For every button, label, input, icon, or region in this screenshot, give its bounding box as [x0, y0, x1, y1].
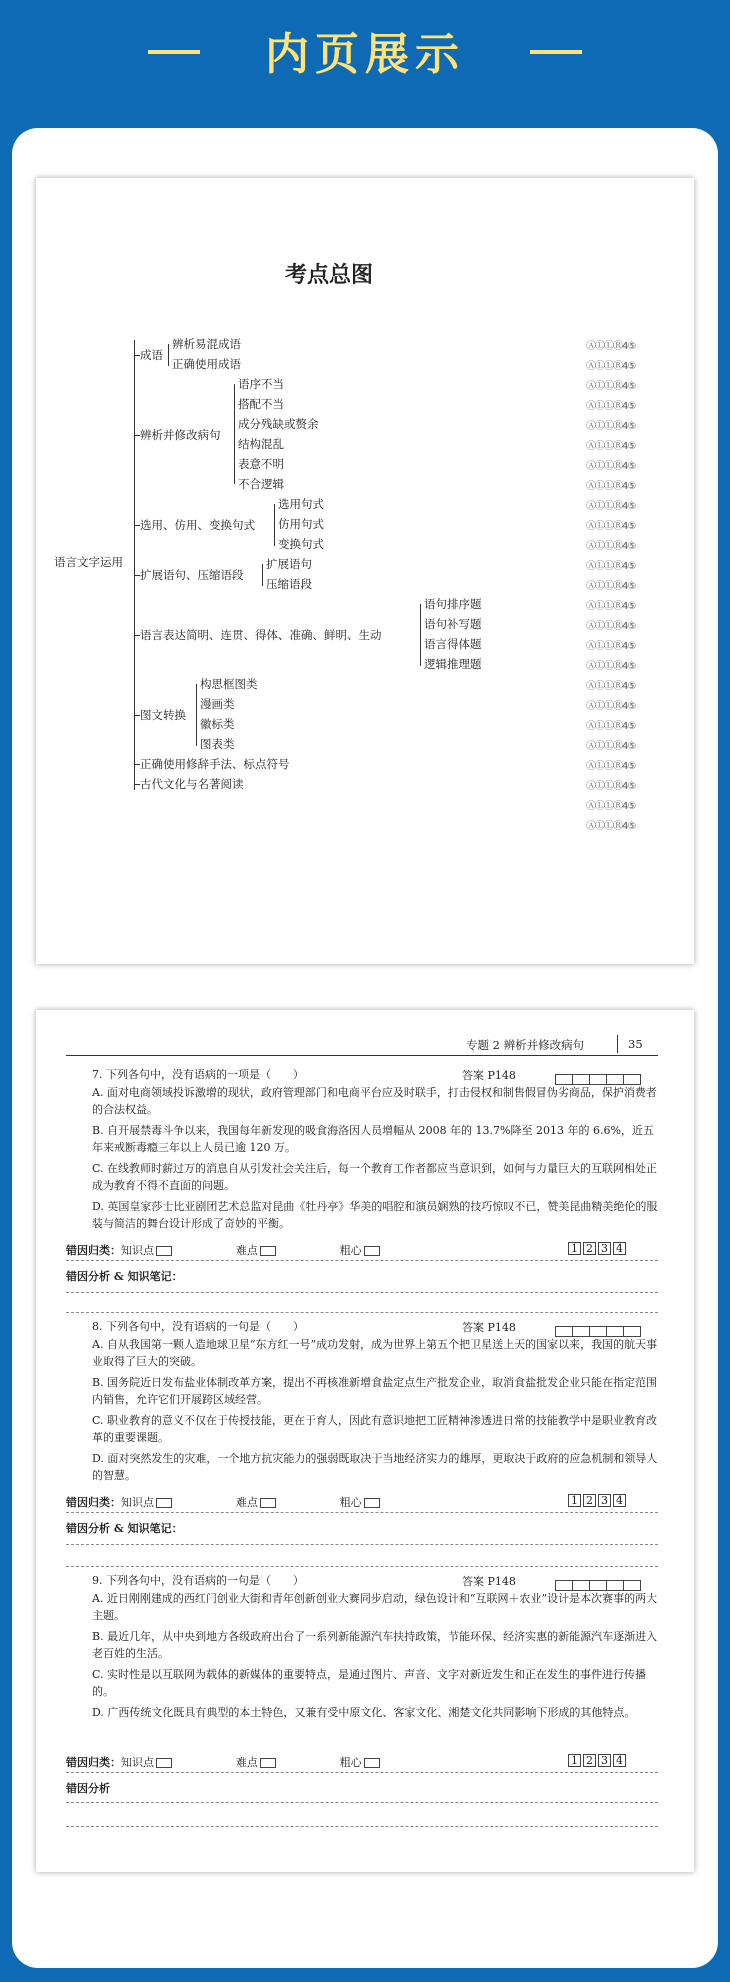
node-sentence-3: 成分残缺或赘余	[238, 417, 319, 431]
node-expression-3: 语言得体题	[424, 637, 482, 651]
mastery-circles-row[interactable]: ⒶⓁⓁⓇ4⑤	[586, 421, 636, 432]
branch-idioms: 成语	[140, 348, 163, 362]
q7-analysis-note: 错因分析 & 知识笔记：	[66, 1270, 183, 1283]
node-sentence-1: 语序不当	[238, 377, 284, 391]
branch-sentence-patterns: 选用、仿用、变换句式	[140, 518, 255, 532]
page-header: 专题 2 辨析并修改病句	[466, 1038, 585, 1052]
mastery-circles-row[interactable]: ⒶⓁⓁⓇ4⑤	[586, 541, 636, 552]
q9-answer: 答案 P148	[462, 1575, 516, 1588]
q9-careless-box[interactable]	[364, 1758, 380, 1768]
q8-option-b: B. 国务院近日发布盐业体制改革方案，提出不再核准新增食盐定点生产批发企业，取消食盐批发企业只能在指定范围内销售，允许它们开展跨区域经营。	[92, 1376, 658, 1406]
q7-option-d: D. 英国皇家莎士比亚剧团艺术总监对昆曲《牡丹亭》华美的唱腔和演员娴熟的技巧惊叹不已，赞美昆曲精美绝伦的服装与简洁的舞台设计形成了奇妙的平衡。	[92, 1200, 658, 1230]
page-number: 35	[628, 1037, 643, 1051]
q7-answer: 答案 P148	[462, 1069, 516, 1082]
node-idiom-2: 正确使用成语	[172, 357, 241, 371]
node-sentence-5: 表意不明	[238, 457, 284, 471]
mastery-circles-row[interactable]: ⒶⓁⓁⓇ4⑤	[586, 441, 636, 452]
q8-option-a: A. 自从我国第一颗人造地球卫星“东方红一号”成功发射，成为世界上第五个把卫星送上天的国家以来，我国的航天事业取得了巨大的突破。	[92, 1338, 658, 1368]
q7-option-a: A. 面对电商领域投诉激增的现状，政府管理部门和电商平台应及时联手，打击侵权和制售假冒伪劣商品，保护消费者的合法权益。	[92, 1086, 657, 1116]
mindmap-title: 考点总图	[284, 262, 373, 288]
node-compress: 压缩语段	[266, 577, 312, 591]
mastery-circles-row[interactable]: ⒶⓁⓁⓇ4⑤	[586, 641, 636, 652]
q9-option-a: A. 近日刚刚建成的西红门创业大街和青年创新创业大赛同步启动，绿色设计和“互联网＋农业”设计是本次赛事的两大主题。	[92, 1592, 658, 1622]
node-expression-2: 语句补写题	[424, 617, 482, 631]
q7-careless-box[interactable]	[364, 1246, 380, 1256]
q8-stem: 8. 下列各句中，没有语病的一句是（ ）	[92, 1320, 304, 1333]
q7-stem: 7. 下列各句中，没有语病的一项是（ ）	[92, 1068, 304, 1081]
branch-culture: 古代文化与名著阅读	[140, 777, 244, 791]
q8-analysis-note: 错因分析 & 知识笔记：	[66, 1522, 183, 1535]
q7-error-type: 错因归类：知识点 难点 粗心	[66, 1242, 380, 1258]
node-graphic-1: 构思框图类	[200, 677, 258, 691]
mastery-circles-row[interactable]: ⒶⓁⓁⓇ4⑤	[586, 341, 636, 352]
mindmap-root: 语言文字运用	[54, 555, 123, 569]
q7-option-b: B. 自开展禁毒斗争以来，我国每年新发现的吸食海洛因人员增幅从 2008 年的 13.7%降至 2013 年的 6.6%，近五年来戒断毒瘾三年以上人员已逾 120 万。	[92, 1124, 654, 1154]
node-sentence-6: 不合逻辑	[238, 477, 284, 491]
node-expression-4: 逻辑推理题	[424, 657, 482, 671]
q8-careless-box[interactable]	[364, 1498, 380, 1508]
q9-count-boxes[interactable]: 1 2 3 4	[566, 1754, 626, 1767]
mastery-circles-row[interactable]: ⒶⓁⓁⓇ4⑤	[586, 701, 636, 712]
mastery-circles-row[interactable]: ⒶⓁⓁⓇ4⑤	[586, 601, 636, 612]
mastery-circles-row[interactable]: ⒶⓁⓁⓇ4⑤	[586, 461, 636, 472]
mastery-circles-row[interactable]: ⒶⓁⓁⓇ4⑤	[586, 801, 636, 812]
mastery-circles-row[interactable]: ⒶⓁⓁⓇ4⑤	[586, 361, 636, 372]
node-expand: 扩展语句	[266, 557, 312, 571]
node-idiom-1: 辨析易混成语	[172, 337, 241, 351]
q7-count-boxes[interactable]: 1 2 3 4	[566, 1242, 626, 1255]
q9-analysis: 错因分析	[66, 1782, 110, 1795]
q9-option-c: C. 实时性是以互联网为载体的新媒体的重要特点，是通过图片、声音、文字对新近发生和正在发生的事件进行传播的。	[92, 1668, 647, 1698]
mastery-circles-row[interactable]: ⒶⓁⓁⓇ4⑤	[586, 741, 636, 752]
branch-rhetoric: 正确使用修辞手法、标点符号	[140, 757, 290, 771]
branch-expand-compress: 扩展语句、压缩语段	[140, 568, 244, 582]
q8-option-c: C. 职业教育的意义不仅在于传授技能，更在于育人，因此有意识地把工匠精神渗透进日常的技能教学中是职业教育改革的重要课题。	[92, 1414, 658, 1444]
q9-knowledge-box[interactable]	[156, 1758, 172, 1768]
node-expression-1: 语句排序题	[424, 597, 482, 611]
mastery-circles-row[interactable]: ⒶⓁⓁⓇ4⑤	[586, 761, 636, 772]
q7-difficulty-box[interactable]	[260, 1246, 276, 1256]
mastery-circles-row[interactable]: ⒶⓁⓁⓇ4⑤	[586, 481, 636, 492]
node-graphic-2: 漫画类	[200, 697, 235, 711]
q7-option-c: C. 在线教师时薪过万的消息自从引发社会关注后，每一个教育工作者都应当意识到，如何与力量巨大的互联网相处正成为教育不得不直面的问题。	[92, 1162, 658, 1192]
mastery-circles-row[interactable]: ⒶⓁⓁⓇ4⑤	[586, 721, 636, 732]
q9-error-type: 错因归类：知识点 难点 粗心	[66, 1754, 380, 1770]
mastery-circles-row[interactable]: ⒶⓁⓁⓇ4⑤	[586, 521, 636, 532]
banner	[0, 0, 730, 108]
node-sentence-4: 结构混乱	[238, 437, 284, 451]
branch-graphic-text: 图文转换	[140, 708, 186, 722]
q9-option-d: D. 广西传统文化既具有典型的本土特色，又兼有受中原文化、客家文化、湘楚文化共同影响下形成的其他特点。	[92, 1706, 636, 1719]
mastery-circles-row[interactable]: ⒶⓁⓁⓇ4⑤	[586, 681, 636, 692]
node-graphic-4: 图表类	[200, 737, 235, 751]
node-pattern-2: 仿用句式	[278, 517, 324, 531]
q8-count-boxes[interactable]: 1 2 3 4	[566, 1494, 626, 1507]
q9-option-b: B. 最近几年，从中央到地方各级政府出台了一系列新能源汽车扶持政策，节能环保、经济实惠的新能源汽车逐渐进入老百姓的生活。	[92, 1630, 658, 1660]
q8-difficulty-box[interactable]	[260, 1498, 276, 1508]
mastery-circles-row[interactable]: ⒶⓁⓁⓇ4⑤	[586, 781, 636, 792]
mastery-circles-row[interactable]: ⒶⓁⓁⓇ4⑤	[586, 401, 636, 412]
node-pattern-3: 变换句式	[278, 537, 324, 551]
q8-error-type: 错因归类：知识点 难点 粗心	[66, 1494, 380, 1510]
q7-knowledge-box[interactable]	[156, 1246, 172, 1256]
mastery-circles-row[interactable]: ⒶⓁⓁⓇ4⑤	[586, 501, 636, 512]
q8-knowledge-box[interactable]	[156, 1498, 172, 1508]
node-pattern-1: 选用句式	[278, 497, 324, 511]
q9-difficulty-box[interactable]	[260, 1758, 276, 1768]
mastery-circles-row[interactable]: ⒶⓁⓁⓇ4⑤	[586, 821, 636, 832]
q9-stem: 9. 下列各句中，没有语病的一句是（ ）	[92, 1574, 304, 1587]
branch-expression: 语言表达简明、连贯、得体、准确、鲜明、生动	[140, 628, 382, 642]
mastery-circles-row[interactable]: ⒶⓁⓁⓇ4⑤	[586, 661, 636, 672]
mastery-circles-row[interactable]: ⒶⓁⓁⓇ4⑤	[586, 561, 636, 572]
mastery-circles-row[interactable]: ⒶⓁⓁⓇ4⑤	[586, 621, 636, 632]
q8-option-d: D. 面对突然发生的灾难，一个地方抗灾能力的强弱既取决于当地经济实力的雄厚，更取决于政府的应急机制和领导人的智慧。	[92, 1452, 658, 1482]
node-graphic-3: 徽标类	[200, 717, 235, 731]
mastery-circles-row[interactable]: ⒶⓁⓁⓇ4⑤	[586, 581, 636, 592]
q8-answer: 答案 P148	[462, 1321, 516, 1334]
banner-title: 内页展示	[265, 29, 465, 80]
banner-dash-right	[530, 50, 582, 54]
mastery-circles-row[interactable]: ⒶⓁⓁⓇ4⑤	[586, 381, 636, 392]
node-sentence-2: 搭配不当	[238, 397, 284, 411]
branch-sentences: 辨析并修改病句	[140, 428, 221, 442]
